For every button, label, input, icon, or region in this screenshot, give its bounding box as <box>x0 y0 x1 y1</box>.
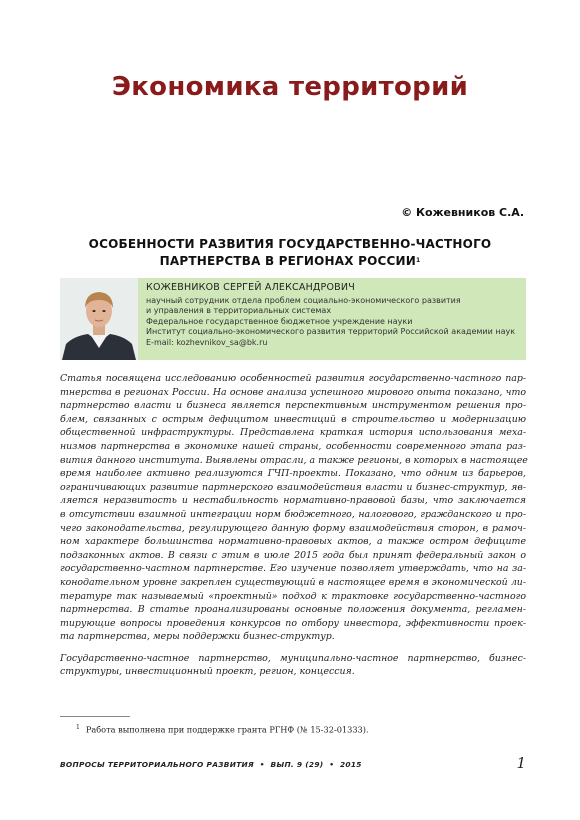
abstract-line: чего законодательства, регулирующего данную форму взаимодействия сторон, в рамоч- <box>60 522 526 534</box>
abstract-line: ном характере большинства нормативно-правовых актов, а также остром дефиците <box>60 536 526 548</box>
abstract-line: низмов партнерства в экономике нашей страны, особенности современного этапа раз- <box>60 440 526 452</box>
abstract-line: партнерство власти и бизнеса является перспективным инструментом решения про- <box>60 400 526 412</box>
author-line-institution-type: Федеральное государственное бюджетное учреждение науки <box>146 316 413 326</box>
abstract-line: Статья посвящена исследованию особенностей развития государственно-частного пар- <box>60 373 526 384</box>
section-title: Экономика территорий <box>111 72 469 102</box>
abstract-line: тирующие вопросы проведения конкурсов по отбору инвестора, эффективности проек- <box>60 617 526 629</box>
page-number: 1 <box>516 754 526 772</box>
abstract-line: вития данного института. Выявлены отрасли, а также регионы, в которых в настоящее <box>60 454 528 466</box>
abstract-line: та партнерства, меры поддержки бизнес-структур. <box>60 631 335 643</box>
journal-running-footer: ВОПРОСЫ ТЕРРИТОРИАЛЬНОГО РАЗВИТИЯ • ВЫП. 9 (29) • 2015 <box>60 760 362 769</box>
abstract <box>60 372 526 679</box>
article-title-line-2 <box>60 253 520 270</box>
abstract-line: общественной инфраструктуры. Представлена краткая история использования меха- <box>60 427 526 439</box>
abstract-line: ляется неразвитость и нестабильность нормативно-правовой базы, что заключается <box>60 495 526 507</box>
abstract-line: конодательном уровне закреплен существующий в настоящее время в экономической ли- <box>60 576 526 588</box>
abstract-line: тнерства в регионах России. На основе анализа успешного мирового опыта показано, что <box>60 386 526 398</box>
abstract-line: блем, связанных с острым дефицитом инвестиций в строительство и модернизацию <box>60 413 526 425</box>
author-line-institution: Институт социально-экономического развития территорий Российской академии наук <box>146 327 516 337</box>
author-name: КОЖЕВНИКОВ СЕРГЕЙ АЛЕКСАНДРОВИЧ <box>146 282 355 293</box>
author-details <box>146 283 522 349</box>
article-title-line-1: ОСОБЕННОСТИ РАЗВИТИЯ ГОСУДАРСТВЕННО-ЧАСТНОГО <box>88 237 492 251</box>
abstract-line: время наиболее активно реализуются ГЧП-проекты. Показано, что одним из барьеров, <box>60 468 526 480</box>
author-line-position: научный сотрудник отдела проблем социально-экономического развития <box>146 295 461 305</box>
keywords <box>60 652 526 679</box>
abstract-line: ограничивающих развитие партнерского взаимодействия власти и бизнес-структур, яв- <box>60 481 526 493</box>
article-title <box>60 236 520 270</box>
footnote-mark: 1 <box>76 724 80 731</box>
article-title-line-2-text: ПАРТНЕРСТВА В РЕГИОНАХ РОССИИ <box>159 254 417 268</box>
copyright-line: © Кожевников С.А. <box>401 206 524 219</box>
abstract-line: партнерства. В статье проанализированы основные положения документа, регламен- <box>60 604 526 616</box>
footnote-text: Работа выполнена при поддержке гранта РГНФ (№ 15-32-01333). <box>85 724 369 735</box>
author-email[interactable]: E-mail: kozhevnikov_sa@bk.ru <box>146 337 268 347</box>
title-footnote-mark: 1 <box>416 257 421 264</box>
abstract-line: подзаконных актов. В связи с этим в июле 2015 года был принят федеральный закон о <box>60 549 526 561</box>
author-portrait-icon <box>60 278 138 360</box>
keywords-line: Государственно-частное партнерство, муниципально-частное партнерство, бизнес- <box>60 652 526 664</box>
footnote <box>76 724 369 735</box>
keywords-line: структуры, инвестиционный проект, регион, концессия. <box>60 666 355 678</box>
abstract-line: государственно-частном партнерстве. Его изучение позволяет утверждать, что на за- <box>60 563 526 575</box>
footnote-divider <box>60 716 130 717</box>
author-line-department: и управления в территориальных системах <box>146 306 332 316</box>
abstract-line: тературе так называемый «проектный» подход к трактовке государственно-частного <box>60 590 526 602</box>
abstract-line: в отсутствии взаимной интеграции норм бюджетного, налогового, гражданского и про- <box>60 508 526 520</box>
